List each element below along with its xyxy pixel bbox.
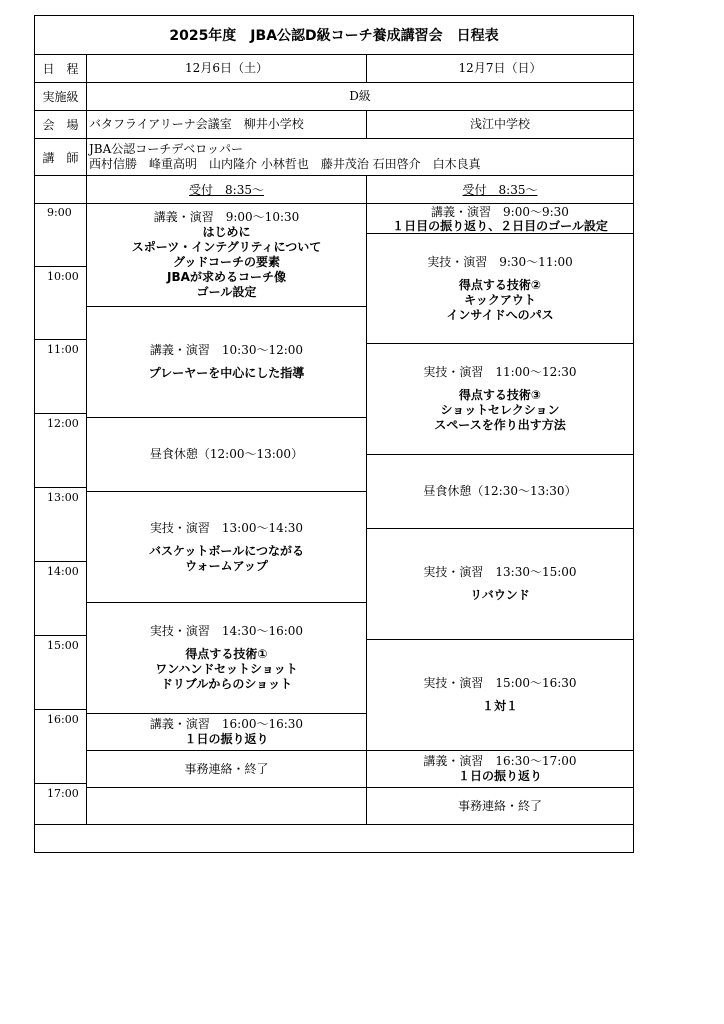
footer-blank-row	[34, 824, 634, 853]
time-column	[34, 203, 87, 825]
day2-session	[366, 203, 634, 234]
day2-session	[366, 233, 634, 344]
time-divider	[35, 339, 87, 340]
session-topic: はじめに	[202, 225, 251, 239]
session-topic: グッドコーチの要素	[173, 255, 280, 269]
session-topic: １日目の振り返り、２日目のゴール設定	[392, 218, 608, 233]
time-label: 9:00	[47, 206, 72, 219]
time-label: 12:00	[47, 417, 79, 430]
time-label: 15:00	[47, 639, 79, 652]
session-topic: 得点する技術①	[185, 647, 268, 661]
session-topic: インサイドへのパス	[446, 307, 554, 322]
venue-day2: 浅江中学校	[366, 110, 634, 139]
time-label: 11:00	[47, 343, 79, 356]
session-time: 講義・演習 9:00～10:30	[153, 210, 300, 224]
session-topic: １日の振り返り	[457, 769, 542, 783]
date-day1: 12月6日（土）	[86, 54, 367, 83]
time-divider	[35, 266, 87, 267]
session-topic: 得点する技術②	[458, 277, 542, 292]
day1-blank	[86, 787, 367, 825]
session-topic: ドリブルからのショット	[160, 677, 293, 691]
reception-day1	[86, 175, 367, 204]
time-label: 13:00	[47, 491, 79, 504]
date-day2: 12月7日（日）	[366, 54, 634, 83]
session-topic: JBAが求めるコーチ像	[167, 270, 286, 284]
session-topic: １対１	[481, 699, 518, 713]
time-label: 10:00	[47, 270, 79, 283]
session-time: 講義・演習 16:00～16:30	[149, 717, 304, 731]
time-divider	[35, 413, 87, 414]
time-divider	[35, 635, 87, 636]
day1-session	[86, 203, 367, 307]
lecturer-label: 講 師	[34, 138, 87, 176]
session-topic: ゴール設定	[196, 285, 257, 299]
day1-session	[86, 713, 367, 751]
session-time: 実技・演習 9:30～11:00	[427, 254, 573, 269]
page-title: 2025年度 JBA公認D級コーチ養成講習会 日程表	[34, 15, 634, 55]
level-label: 実施級	[34, 82, 87, 111]
session-topic: スペースを作り出す方法	[434, 418, 566, 432]
session-time: 事務連絡・終了	[184, 761, 269, 776]
day2-session	[366, 528, 634, 640]
day2-closing	[366, 787, 634, 825]
session-time: 実技・演習 11:00～12:30	[423, 365, 577, 379]
venue-label: 会 場	[34, 110, 87, 139]
session-topic: ワンハンドセットショット	[155, 662, 298, 676]
reception-day2	[366, 175, 634, 204]
day2-session	[366, 750, 634, 788]
session-time: 実技・演習 13:00～14:30	[149, 520, 304, 535]
day1-session	[86, 306, 367, 418]
session-topic: １日の振り返り	[184, 732, 269, 746]
session-time: 事務連絡・終了	[457, 798, 542, 813]
session-time: 昼食休憩（12:30～13:30）	[423, 484, 577, 498]
time-label: 14:00	[47, 565, 79, 578]
session-topic: プレーヤーを中心にした指導	[148, 366, 305, 380]
time-divider	[35, 709, 87, 710]
session-topic: ショットセレクション	[440, 403, 560, 417]
session-time: 昼食休憩（12:00～13:00）	[149, 447, 304, 461]
time-divider	[35, 783, 87, 784]
lecturer-cell	[86, 138, 634, 176]
day2-session	[366, 639, 634, 751]
venue-day1: バタフライアリーナ会議室 柳井小学校	[86, 110, 367, 139]
session-topic: 得点する技術③	[458, 388, 542, 402]
time-divider	[35, 487, 87, 488]
session-time: 講義・演習 9:00～9:30	[431, 204, 569, 219]
lecturer-title: JBA公認コーチデベロッパー	[89, 142, 244, 156]
session-time: 講義・演習 10:30～12:00	[149, 343, 304, 357]
day2-session	[366, 343, 634, 455]
day1-session	[86, 602, 367, 714]
session-time: 実技・演習 13:30～15:00	[423, 565, 577, 579]
session-topic: キックアウト	[464, 292, 536, 307]
day1-lunch	[86, 417, 367, 492]
session-topic: ウォームアップ	[185, 558, 268, 573]
time-label: 16:00	[47, 713, 79, 726]
session-time: 実技・演習 14:30～16:00	[149, 624, 304, 638]
reception-day1-text: 受付 8:35～	[189, 183, 264, 197]
time-divider	[35, 561, 87, 562]
session-time: 実技・演習 15:00～16:30	[423, 676, 577, 690]
time-label: 17:00	[47, 787, 79, 800]
schedule-document	[34, 15, 634, 853]
day1-closing	[86, 750, 367, 788]
level-value: D級	[86, 82, 634, 111]
session-topic: スポーツ・インテグリティについて	[131, 240, 322, 254]
day2-lunch	[366, 454, 634, 529]
session-topic: リバウンド	[470, 588, 530, 602]
lecturer-names: 西村信勝 峰重高明 山内隆介 小林哲也 藤井茂治 石田啓介 白木良真	[89, 157, 481, 171]
session-time: 講義・演習 16:30～17:00	[423, 754, 577, 768]
session-topic: バスケットボールにつながる	[149, 543, 304, 558]
day1-session	[86, 491, 367, 603]
reception-day2-text: 受付 8:35～	[462, 183, 538, 197]
date-label: 日 程	[34, 54, 87, 83]
reception-blank	[34, 175, 87, 204]
